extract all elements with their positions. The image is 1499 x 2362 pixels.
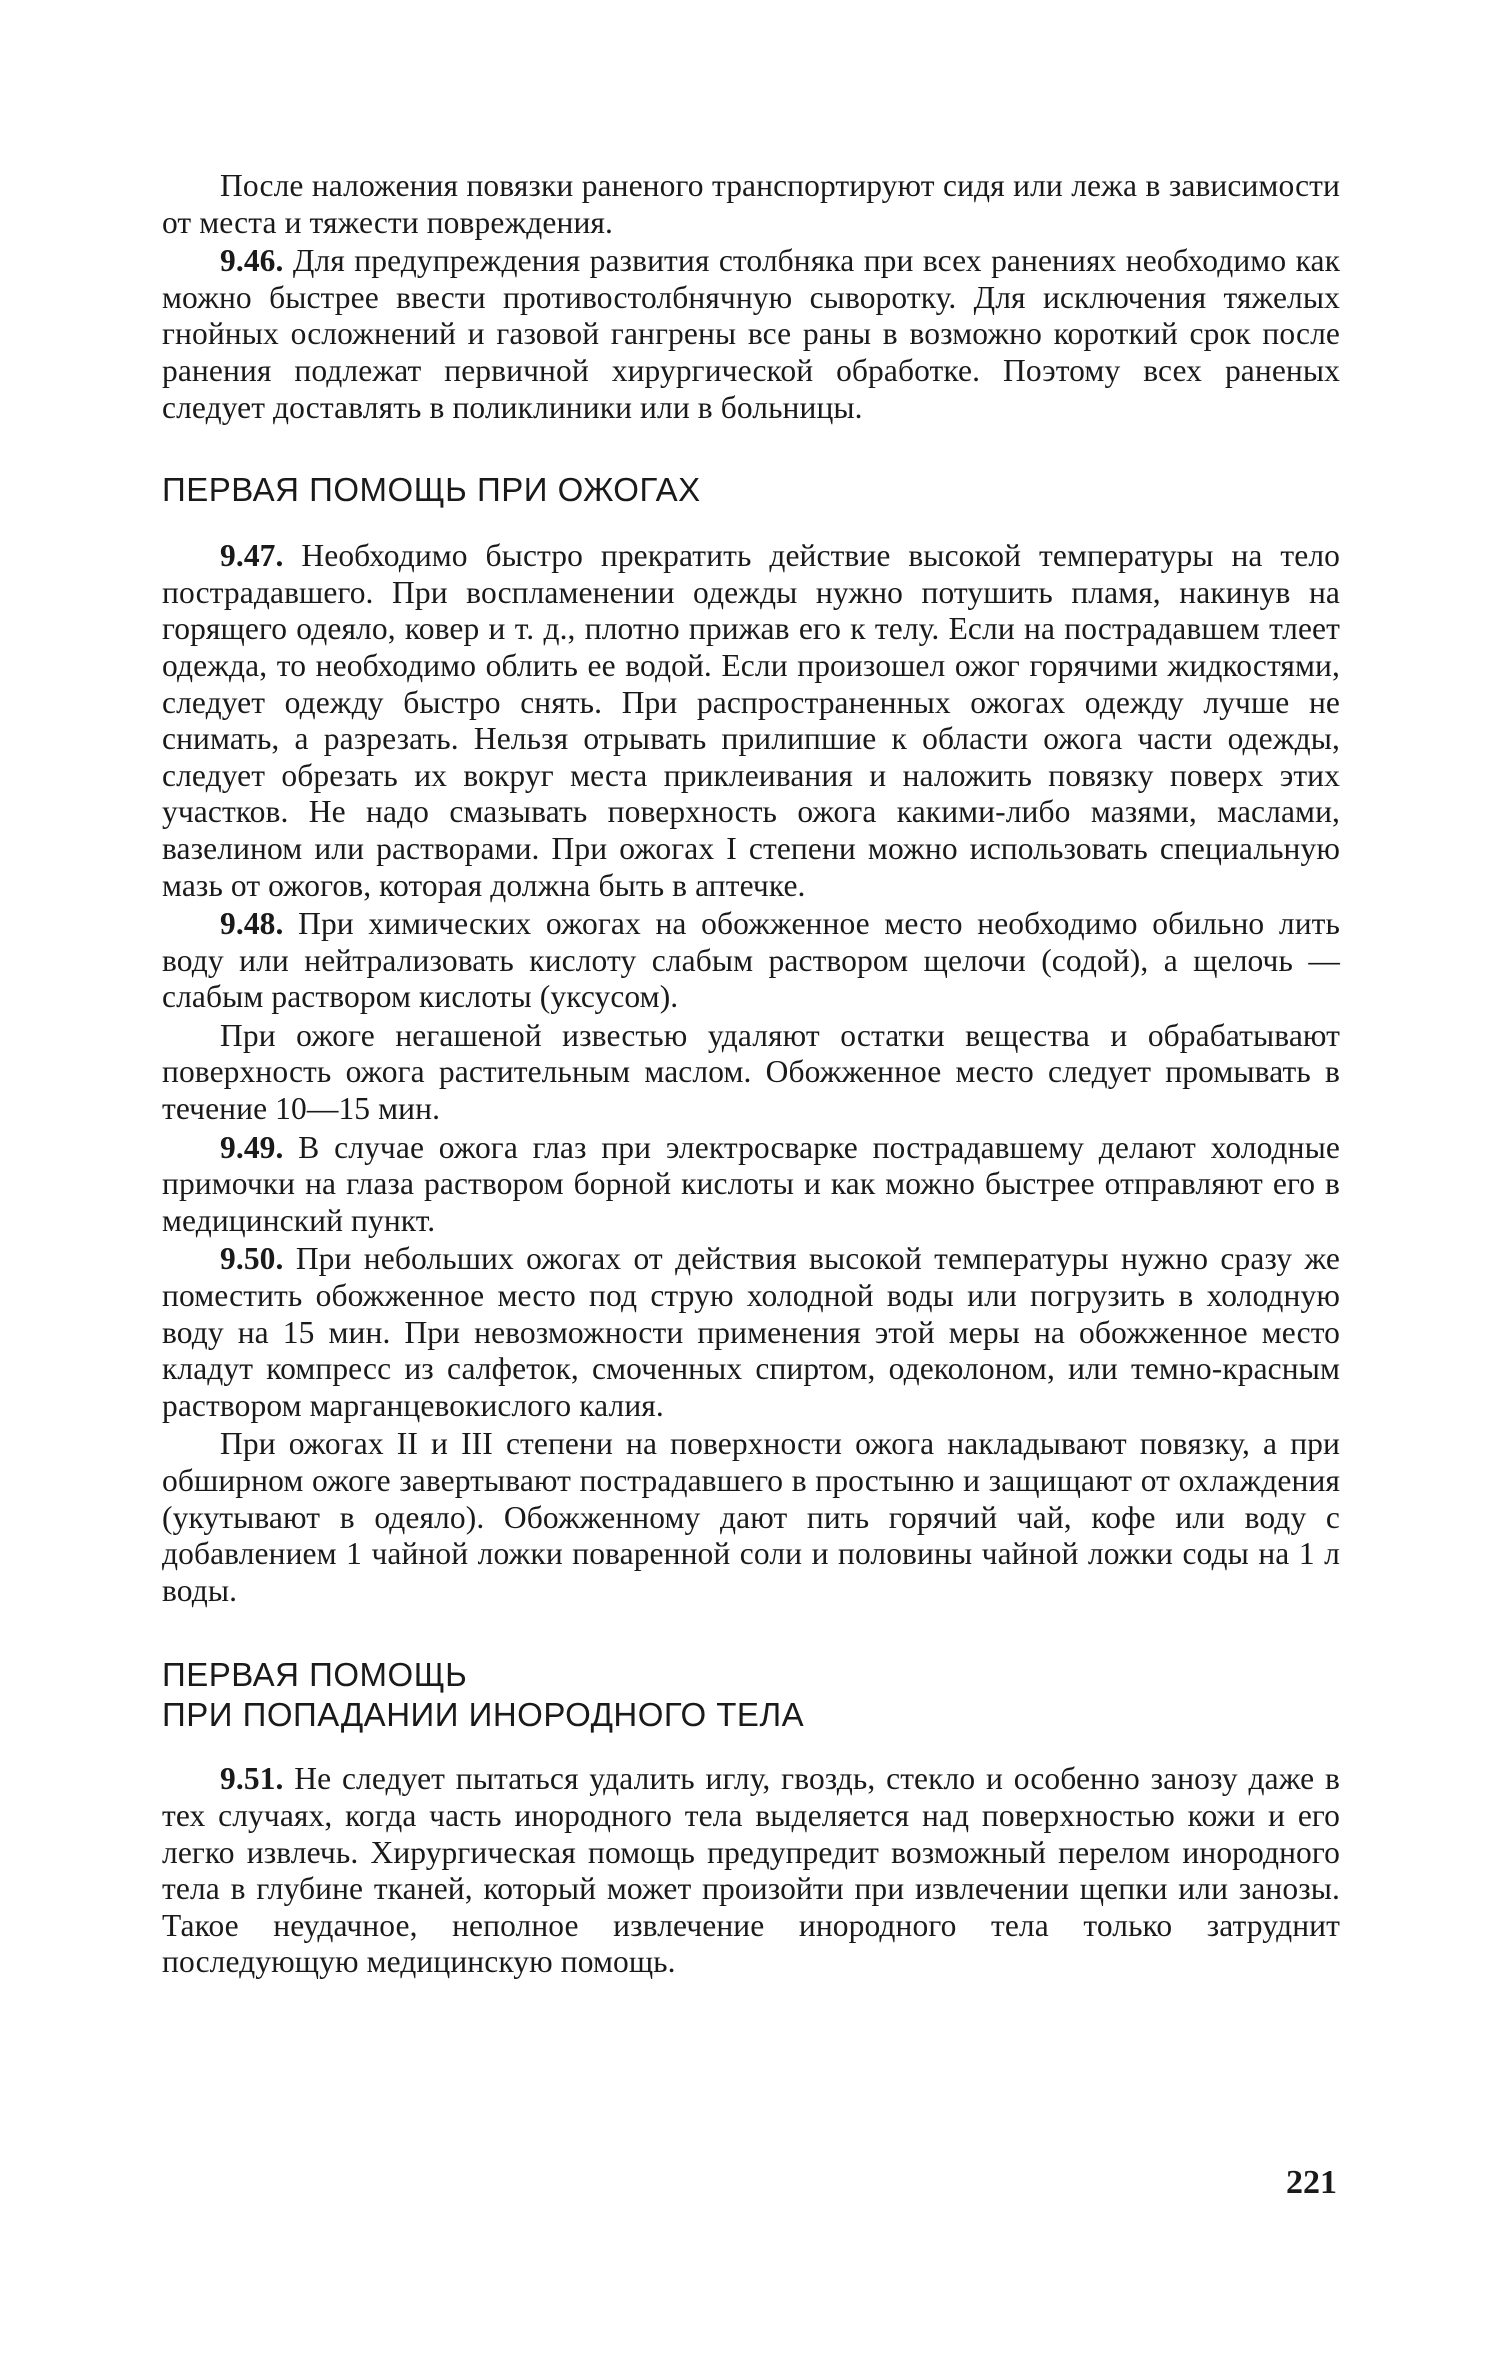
paragraph-text: После наложения повязки раненого транспортируют сидя или лежа в зависимости от места и тяжести повреждения. — [162, 168, 1340, 240]
paragraph-9-48 — [162, 906, 1340, 1016]
paragraph-text: При ожоге негашеной известью удаляют остатки вещества и обрабатывают поверхность ожога растительным маслом. Обожженное место следует промывать в течение 10—15 мин. — [162, 1017, 1340, 1127]
paragraph-text: Не следует пытаться удалить иглу, гвоздь, стекло и особенно занозу даже в тех случаях, когда часть инородного тела выделяется над поверхностью кожи и его легко извлечь. Хирургическая помощь предупредит возможный перелом инородного тела в глубине тканей, который может произойти при извлечении щепки или занозы. Такое неудачное, неполное извлечение инородного тела только затруднит последующую медицинскую помощь. — [162, 1761, 1340, 1980]
page-number: 221 — [1286, 2164, 1337, 2201]
paragraph-number: 9.48. — [220, 906, 284, 942]
document-page — [162, 168, 1340, 1981]
paragraph-text: При небольших ожогах от действия высокой температуры нужно сразу же поместить обожженное место под струю холодной воды или погрузить в холодную воду на 15 мин. При невозможности применения этой меры на обожженное место кладут компресс из салфеток, смоченных спиртом, одеколоном, или темно-красным раствором марганцевокислого калия. — [162, 1241, 1340, 1423]
paragraph-quicklime — [162, 1018, 1340, 1128]
paragraph-intro — [162, 168, 1340, 241]
paragraph-9-46 — [162, 243, 1340, 426]
paragraph-number: 9.47. — [220, 538, 284, 574]
heading-text: ПЕРВАЯ ПОМОЩЬ ПРИ ОЖОГАХ — [162, 471, 701, 509]
paragraph-text: Для предупреждения развития столбняка при всех ранениях необходимо как можно быстрее ввести противостолбнячную сыворотку. Для исключения тяжелых гнойных осложнений и газовой гангрены все раны в возможно короткий срок после ранения подлежат первичной хирургической обработке. Поэтому всех раненых следует доставлять в поликлиники или в больницы. — [162, 243, 1340, 425]
paragraph-9-47 — [162, 538, 1340, 904]
heading-text-line-2: ПРИ ПОПАДАНИИ ИНОРОДНОГО ТЕЛА — [162, 1696, 805, 1734]
paragraph-number: 9.51. — [220, 1761, 284, 1797]
paragraph-number: 9.46. — [220, 243, 284, 279]
paragraph-9-49 — [162, 1130, 1340, 1240]
paragraph-9-50 — [162, 1241, 1340, 1424]
paragraph-number: 9.50. — [220, 1241, 284, 1277]
section-heading-burns — [162, 470, 1340, 510]
section-heading-foreign-body — [162, 1655, 1340, 1735]
paragraph-text: При ожогах II и III степени на поверхности ожога накладывают повязку, а при обширном ожоге завертывают пострадавшего в простыню и защищают от охлаждения (укутывают в одеяло). Обожженному дают пить горячий чай, кофе или воду с добавлением 1 чайной ложки поваренной соли и половины чайной ложки соды на 1 л воды. — [162, 1426, 1340, 1608]
paragraph-text: Необходимо быстро прекратить действие высокой температуры на тело пострадавшего. При воспламенении одежды нужно потушить пламя, накинув на горящего одеяло, ковер и т. д., плотно прижав его к телу. Если на пострадавшем тлеет одежда, то необходимо облить ее водой. Если произошел ожог горячими жидкостями, следует одежду быстро снять. При распространенных ожогах одежду лучше не снимать, а разрезать. Нельзя отрывать прилипшие к области ожога части одежды, следует обрезать их вокруг места приклеивания и наложить повязку поверх этих участков. Не надо смазывать поверхность ожога какими-либо мазями, маслами, вазелином или растворами. При ожогах I степени можно использовать специальную мазь от ожогов, которая должна быть в аптечке. — [162, 538, 1340, 903]
heading-text-line-1: ПЕРВАЯ ПОМОЩЬ — [162, 1656, 468, 1694]
paragraph-9-51 — [162, 1761, 1340, 1981]
paragraph-text: В случае ожога глаз при электросварке пострадавшему делают холодные примочки на глаза раствором борной кислоты и как можно быстрее отправляют его в медицинский пункт. — [162, 1129, 1340, 1238]
paragraph-burn-degrees — [162, 1426, 1340, 1609]
paragraph-text: При химических ожогах на обожженное место необходимо обильно лить воду или нейтрализовать кислоту слабым раствором щелочи (содой), а щелочь — слабым раствором кислоты (уксусом). — [162, 906, 1340, 1015]
paragraph-number: 9.49. — [220, 1129, 284, 1165]
